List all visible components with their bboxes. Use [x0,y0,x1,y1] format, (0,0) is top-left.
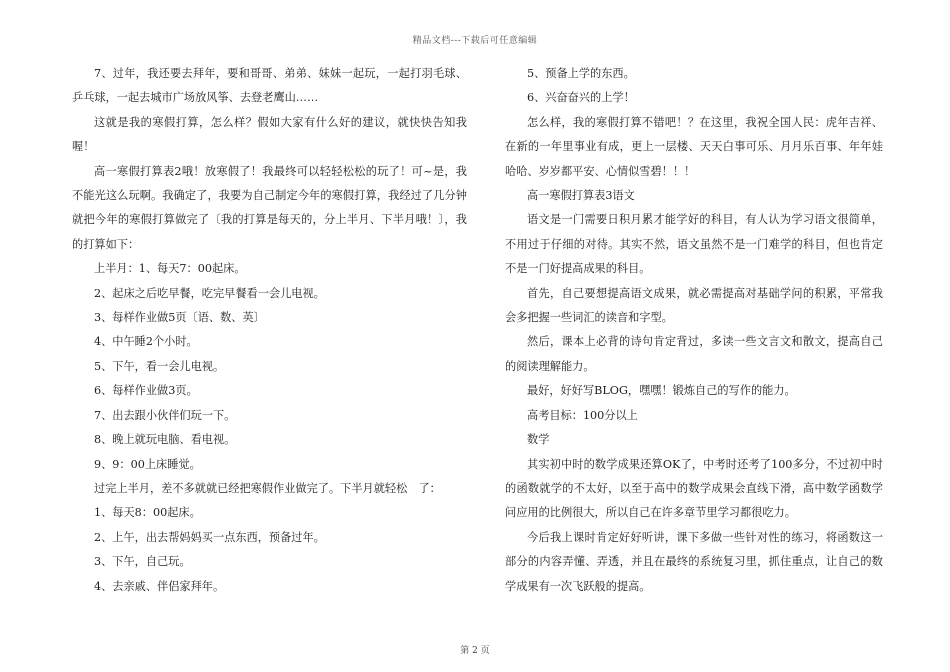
paragraph: 5、下午，看一会儿电视。 [94,359,225,373]
paragraph: 8、晚上就玩电脑、看电视。 [94,433,236,447]
paragraph: 1、每天8：00起床。 [94,506,201,520]
left-column [72,62,467,599]
paragraph: 其实初中时的数学成果还算OK了，中考时还考了100多分，不过初中时的函数就学的不太好，以至于高中的数学成果会直线下滑，高中数学函数学问应用的比例很大，所以自己在许多章节里学习都很吃力。 [505,457,883,520]
paragraph: 这就是我的寒假打算，怎么样？假如大家有什么好的建议，就快快告知我喔！ [72,115,467,154]
paragraph: 高一寒假打算表2哦！放寒假了！我最终可以轻轻松松的玩了！可~是，我不能光这么玩啊。我确定了，我要为自己制定今年的寒假打算，我经过了几分钟就把今年的寒假打算做完了〔我的打算是每天的，分上半月、下半月哦！〕，我的打算如下： [72,164,467,251]
page-number: 第 2 页 [460,646,490,656]
paragraph: 7、过年，我还要去拜年，要和哥哥、弟弟、妹妹一起玩，一起打羽毛球、乒乓球，一起去城市广场放风筝、去登老鹰山…… [72,67,467,105]
paragraph: 首先，自己要想提高语文成果，就必需提高对基础学问的积累，平常我会多把握一些词汇的读音和字型。 [505,286,883,325]
paragraph: 2、起床之后吃早餐，吃完早餐看一会儿电视。 [94,286,325,300]
paragraph: 最好，好好写BLOG，嘿嘿！锻炼自己的写作的能力。 [527,384,796,398]
paragraph: 过完上半月，差不多就就已经把寒假作业做完了。下半月就轻松 了： [94,481,441,495]
paragraph: 9、9：00上床睡觉。 [94,457,201,471]
paragraph: 6、每样作业做3页。 [94,384,198,398]
paragraph: 上半月：1、每天7：00起床。 [94,262,246,276]
paragraph: 6、兴奋奋兴的上学！ [527,91,635,105]
paragraph: 5、预备上学的东西。 [527,67,635,80]
paragraph: 4、去亲戚、伴侣家拜年。 [94,579,225,593]
paragraph: 数学 [527,433,550,447]
paragraph: 怎么样，我的寒假打算不错吧！？在这里，我祝全国人民：虎年吉祥、在新的一年里事业有成，更上一层楼、天天白事可乐、月月乐百事、年年娃哈哈、岁岁都平安、心情似雪碧！！！ [505,115,883,178]
paragraph: 语文是一门需要日积月累才能学好的科目，有人认为学习语文很简单，不用过于仔细的对待。其实不然，语文虽然不是一门难学的科目，但也肯定不是一门好提高成果的科目。 [505,213,883,276]
paragraph: 3、每样作业做5页〔语、数、英〕 [94,311,265,325]
paragraph: 高考目标：100分以上 [527,408,638,422]
paragraph: 今后我上课时肯定好好听讲，课下多做一些针对性的练习，将函数这一部分的内容弄懂、弄透，并且在最终的系统复习里，抓住重点，让自己的数学成果有一次飞跃般的提高。 [505,530,883,593]
paragraph: 7、出去跟小伙伴们玩一下。 [94,408,236,422]
paragraph: 2、上午，出去帮妈妈买一点东西，预备过年。 [94,530,325,544]
page-header: 精品文档---下载后可任意编辑 [412,36,538,46]
paragraph: 高一寒假打算表3语文 [527,189,635,203]
right-column [505,62,883,599]
paragraph: 4、中午睡2个小时。 [94,335,198,349]
paragraph: 然后，课本上必背的诗句肯定背过，多读一些文言文和散文，提高自己的阅读理解能力。 [505,335,883,373]
paragraph: 3、下午，自己玩。 [94,555,191,569]
